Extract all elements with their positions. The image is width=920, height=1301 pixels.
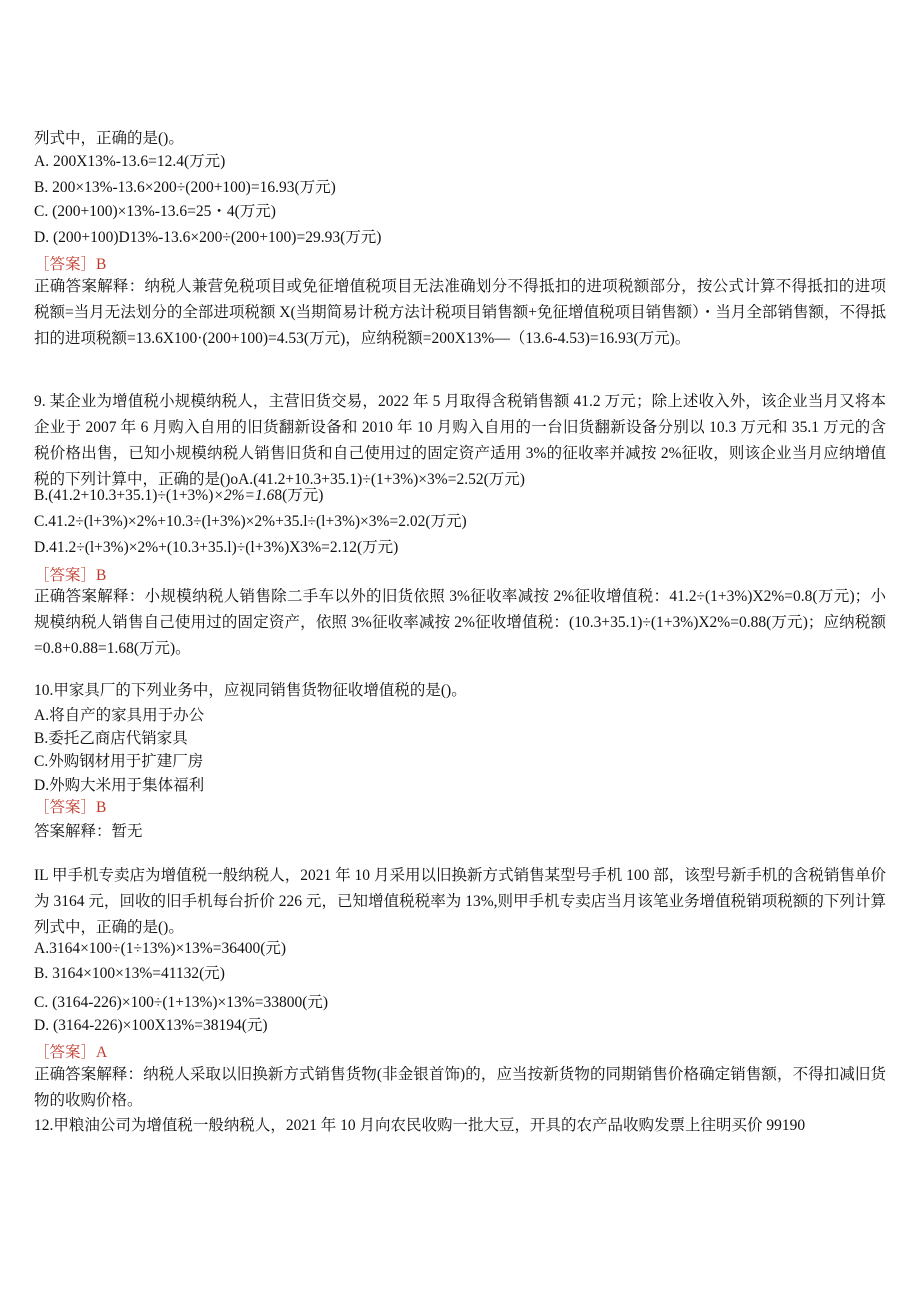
q11-option-b: B. 3164×100×13%=41132(元): [34, 965, 225, 982]
q12-stem: 12.甲粮油公司为增值税一般纳税人，2021 年 10 月向农民收购一批大豆，开具的农产品收购发票上往明买价 99190: [34, 1117, 806, 1134]
q9-option-d: D.41.2÷(l+3%)×2%+(10.3+35.l)÷(l+3%)X3%=2.12(万元): [34, 539, 399, 556]
q10-answer: ［答案］B: [34, 799, 107, 816]
q10-stem: 10.甲家具厂的下列业务中，应视同销售货物征收增值税的是()。: [34, 682, 467, 699]
q9-option-c: C.41.2÷(l+3%)×2%+10.3÷(l+3%)×2%+35.l÷(l+3%)×3%=2.02(万元): [34, 513, 467, 530]
q8-option-b: B. 200×13%-13.6×200÷(200+100)=16.93(万元): [34, 179, 336, 196]
q10-explanation: 答案解释：暂无: [34, 823, 143, 840]
q9-option-b-part2: ×2%=1.6: [213, 487, 275, 504]
q9-answer: ［答案］B: [34, 567, 107, 584]
q9-stem: 9. 某企业为增值税小规模纳税人，主营旧货交易，2022 年 5 月取得含税销售额 41.2 万元；除上述收入外，该企业当月又将本企业于 2007 年 6 月购入自用的旧货翻新设备和 2010 年 10 月购入自用的一台旧货翻新设备分别以 10.3 万元和 35.1 万元的含税价格出售，已知小规模纳税人销售旧货和自己使用过的固定资产适用 3%的征收率并减按 2%征收，则该企业当月应纳增值税的下列计算中，正确的是()oA.(41.2+10.3+35.1)÷(1+3%)×3%=2.52(万元): [34, 393, 886, 488]
q10-option-a: A.将自产的家具用于办公: [34, 707, 205, 724]
q8-explanation: 正确答案解释：纳税人兼营免税项目或免征增值税项目无法准确划分不得抵扣的进项税额部分，按公式计算不得抵扣的进项税额=当月无法划分的全部进项税额 X(当期简易计税方法计税项目销售额+免征增值税项目销售额）・当月全部销售额，不得抵扣的进项税额=13.6X100·(200+100)=4.53(万元)，应纳税额=200X13%—（13.6-4.53)=16.93(万元)。: [34, 278, 886, 347]
q11-option-a: A.3164×100÷(1÷13%)×13%=36400(元): [34, 940, 287, 957]
q11-option-c: C. (3164-226)×100÷(1+13%)×13%=33800(元): [34, 994, 329, 1011]
q8-option-d: D. (200+100)D13%-13.6×200÷(200+100)=29.93(万元): [34, 229, 382, 246]
q9-explanation: 正确答案解释：小规模纳税人销售除二手车以外的旧货依照 3%征收率减按 2%征收增值税：41.2÷(1+3%)X2%=0.8(万元)；小规模纳税人销售自己使用过的固定资产，依照 3%征收率减按 2%征收增值税：(10.3+35.1)÷(1+3%)X2%=0.88(万元)；应纳税额=0.8+0.88=1.68(万元)。: [34, 588, 886, 657]
q10-option-c: C.外购钢材用于扩建厂房: [34, 753, 204, 770]
q8-answer: ［答案］B: [34, 256, 107, 273]
q11-explanation: 正确答案解释：纳税人采取以旧换新方式销售货物(非金银首饰)的，应当按新货物的同期销售价格确定销售额，不得扣减旧货物的收购价格。: [34, 1066, 886, 1109]
q10-option-d: D.外购大米用于集体福利: [34, 777, 205, 794]
q8-option-c: C. (200+100)×13%-13.6=25・4(万元): [34, 203, 276, 220]
q11-option-d: D. (3164-226)×100X13%=38194(元): [34, 1017, 268, 1034]
q11-stem: IL 甲手机专卖店为增值税一般纳税人，2021 年 10 月采用以旧换新方式销售某型号手机 100 部，该型号新手机的含税销售单价为 3164 元，回收的旧手机每台折价 226 元，已知增值税税率为 13%,则甲手机专卖店当月该笔业务增值税销项税额的下列计算列式中，正确的是()。: [34, 867, 886, 936]
q8-stem-tail: 列式中，正确的是()。: [34, 130, 184, 147]
q10-option-b: B.委托乙商店代销家具: [34, 730, 188, 747]
q11-answer: ［答案］A: [34, 1044, 108, 1061]
q9-option-b-part1: B.(41.2+10.3+35.1)÷(1+3%): [34, 487, 214, 504]
q9-option-b-part3: 8(万元): [274, 487, 324, 504]
q9-option-b: [34, 486, 323, 506]
q8-option-a: A. 200X13%-13.6=12.4(万元): [34, 153, 226, 170]
